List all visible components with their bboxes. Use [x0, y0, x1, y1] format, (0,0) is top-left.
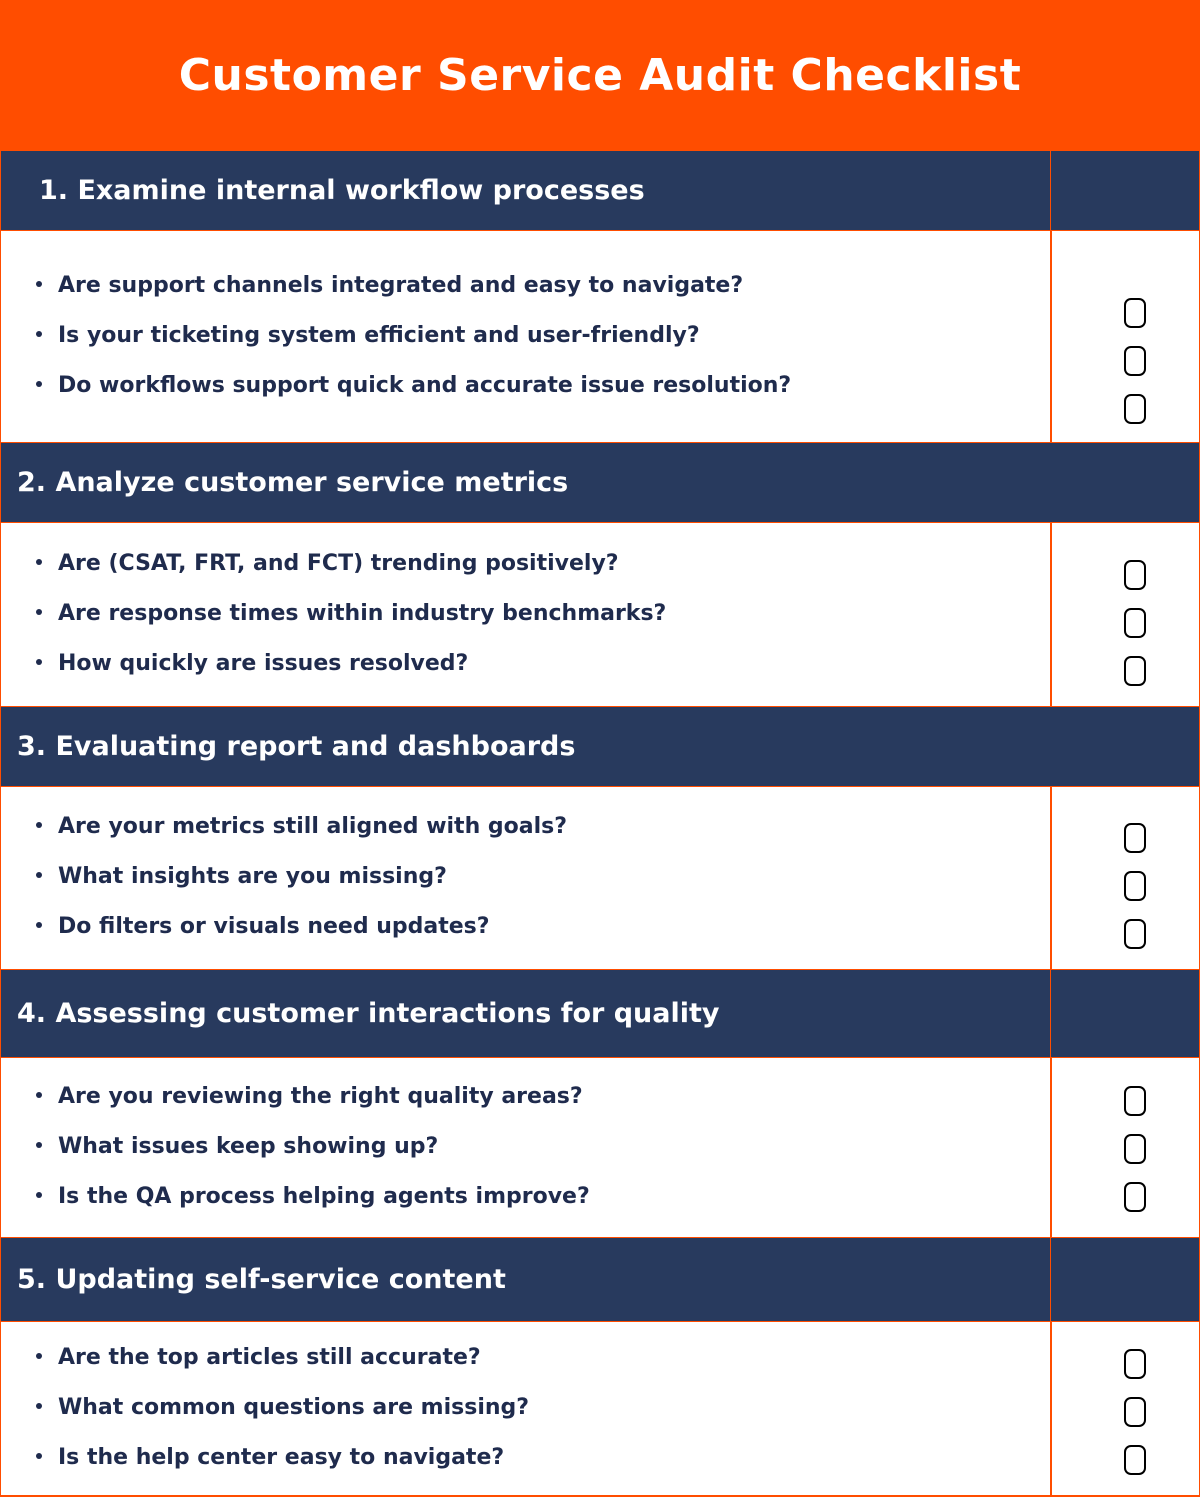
checkbox[interactable]	[1124, 1445, 1146, 1475]
bullet-icon	[36, 922, 42, 928]
section-title: 1. Examine internal workflow processes	[39, 175, 645, 206]
checklist-item-text: How quickly are issues resolved?	[58, 651, 469, 676]
section-title: 5. Updating self-service content	[17, 1264, 506, 1295]
bullet-icon	[36, 1353, 42, 1359]
checkbox[interactable]	[1124, 1086, 1146, 1116]
checkbox[interactable]	[1124, 871, 1146, 901]
checklist-item	[36, 812, 567, 842]
checklist-item	[36, 321, 700, 351]
page-title-banner	[0, 0, 1200, 150]
bullet-icon	[36, 1092, 42, 1098]
bullet-icon	[36, 1453, 42, 1459]
bullet-icon	[36, 1142, 42, 1148]
checklist-item-text: Are your metrics still aligned with goals?	[58, 814, 567, 839]
checklist-item-text: What issues keep showing up?	[58, 1134, 439, 1159]
checklist-item-text: Do workflows support quick and accurate issue resolution?	[58, 373, 792, 398]
checklist-item-text: What insights are you missing?	[58, 864, 447, 889]
checklist-item-text: Are response times within industry benchmarks?	[58, 601, 667, 626]
section-header	[1, 150, 1199, 230]
checklist-item-text: Are the top articles still accurate?	[58, 1345, 481, 1370]
checklist-item	[36, 1082, 583, 1112]
checklist-item-text: Are support channels integrated and easy to navigate?	[58, 273, 744, 298]
checklist-item	[36, 1343, 481, 1373]
bullet-icon	[36, 609, 42, 615]
checkbox[interactable]	[1124, 1182, 1146, 1212]
checklist-item-text: Are you reviewing the right quality areas?	[58, 1084, 583, 1109]
bullet-icon	[36, 331, 42, 337]
checklist-item-text: What common questions are missing?	[58, 1395, 530, 1420]
checkbox[interactable]	[1124, 823, 1146, 853]
checkbox[interactable]	[1124, 608, 1146, 638]
bullet-icon	[36, 659, 42, 665]
table-border-left	[0, 150, 1, 1496]
column-divider	[1050, 1058, 1052, 1237]
column-divider	[1050, 1322, 1052, 1496]
section-header	[1, 706, 1199, 786]
checklist-item	[36, 1393, 529, 1423]
checklist-item	[36, 1132, 438, 1162]
checkbox[interactable]	[1124, 1134, 1146, 1164]
checkbox[interactable]	[1124, 1397, 1146, 1427]
bullet-icon	[36, 381, 42, 387]
checklist-item-text: Is the QA process helping agents improve?	[58, 1184, 590, 1209]
section-header	[1, 442, 1199, 522]
checklist-item-text: Are (CSAT, FRT, and FCT) trending positively?	[58, 551, 619, 576]
checkbox[interactable]	[1124, 1349, 1146, 1379]
checklist-item	[36, 1443, 504, 1473]
checklist-item	[36, 1182, 590, 1212]
checkbox[interactable]	[1124, 346, 1146, 376]
page-title: Customer Service Audit Checklist	[178, 49, 1022, 101]
table-border-bottom	[0, 1495, 1200, 1497]
checklist-item	[36, 912, 490, 942]
section-title: 3. Evaluating report and dashboards	[17, 731, 576, 762]
checkbox[interactable]	[1124, 656, 1146, 686]
column-divider	[1050, 231, 1052, 442]
checkbox[interactable]	[1124, 394, 1146, 424]
bullet-icon	[36, 1192, 42, 1198]
bullet-icon	[36, 281, 42, 287]
checklist-item	[36, 271, 743, 301]
checklist-item	[36, 549, 619, 579]
checkbox[interactable]	[1124, 298, 1146, 328]
bullet-icon	[36, 872, 42, 878]
section-header	[1, 1237, 1199, 1321]
checklist-item	[36, 599, 666, 629]
section-title: 4. Assessing customer interactions for quality	[17, 998, 720, 1029]
bullet-icon	[36, 822, 42, 828]
checkbox[interactable]	[1124, 560, 1146, 590]
column-divider	[1050, 1238, 1051, 1321]
checklist-item	[36, 371, 791, 401]
section-header	[1, 969, 1199, 1057]
column-divider	[1050, 787, 1052, 969]
checkbox[interactable]	[1124, 919, 1146, 949]
bullet-icon	[36, 559, 42, 565]
checklist-item-text: Is the help center easy to navigate?	[58, 1445, 505, 1470]
checklist-item-text: Is your ticketing system efficient and user-friendly?	[58, 323, 700, 348]
column-divider	[1050, 151, 1051, 230]
checklist-item-text: Do filters or visuals need updates?	[58, 914, 490, 939]
checklist-item	[36, 862, 447, 892]
column-divider	[1050, 970, 1051, 1057]
section-title: 2. Analyze customer service metrics	[17, 467, 569, 498]
bullet-icon	[36, 1403, 42, 1409]
checklist-item	[36, 649, 468, 679]
column-divider	[1050, 523, 1052, 706]
